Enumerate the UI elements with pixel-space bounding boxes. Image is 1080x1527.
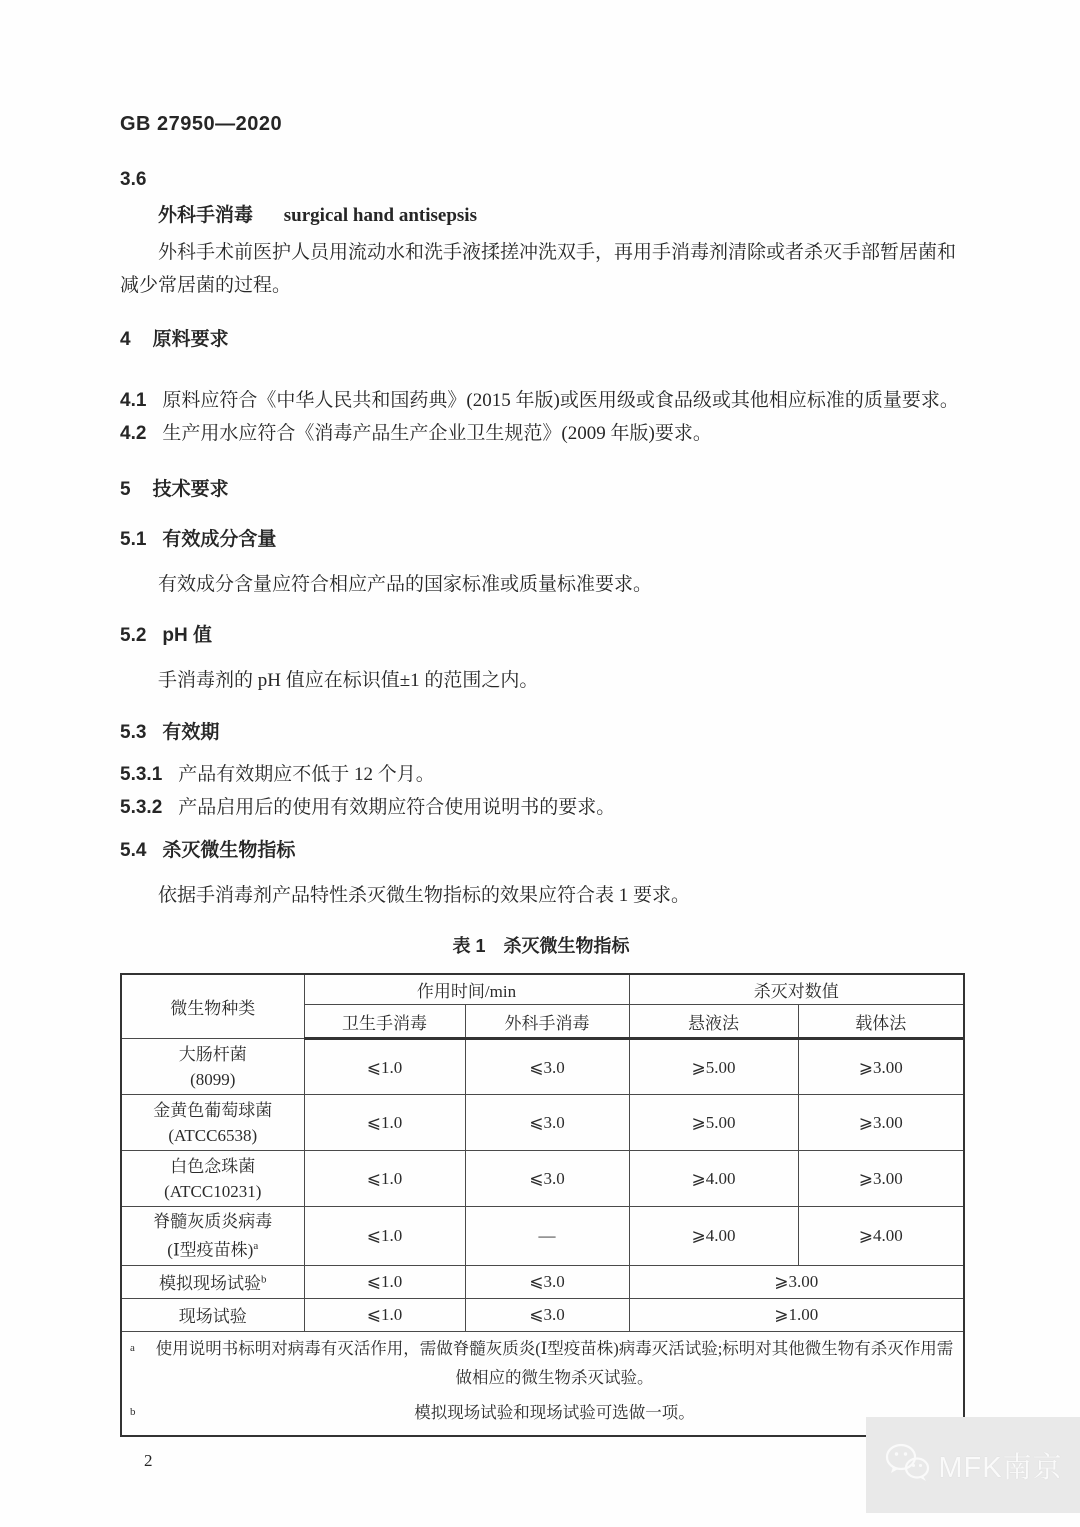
clause-5-3-1 xyxy=(120,758,962,791)
cell-hygienic: ⩽1.0 xyxy=(304,1265,465,1298)
cell-carrier: ⩾3.00 xyxy=(798,1039,964,1095)
table-footnotes-cell xyxy=(121,1331,964,1436)
section-5-3-title: 有效期 xyxy=(162,722,220,743)
cell-name xyxy=(121,1151,304,1207)
section-5-4-number: 5.4 xyxy=(120,840,147,861)
organism-name: 金黄色葡萄球菌 xyxy=(153,1100,273,1120)
cell-surgical: ⩽3.0 xyxy=(465,1298,629,1331)
cell-carrier: ⩾3.00 xyxy=(798,1151,964,1207)
section-5-4-body: 依据手消毒剂产品特性杀灭微生物指标的效果应符合表 1 要求。 xyxy=(158,885,691,906)
footnote-b xyxy=(126,1398,959,1427)
footnote-a-text: 使用说明书标明对病毒有灭活作用，需做脊髓灰质炎(Ⅰ型疫苗株)病毒灭活试验;标明对其他微生物有杀灭作用需做相应的微生物杀灭试验。 xyxy=(155,1338,954,1387)
clause-5-3-1-number: 5.3.1 xyxy=(120,764,163,785)
standard-number: GB 27950—2020 xyxy=(120,113,283,135)
term-line xyxy=(120,204,962,228)
cell-carrier: ⩾4.00 xyxy=(798,1207,964,1266)
cell-hygienic: ⩽1.0 xyxy=(304,1207,465,1266)
table-row-ecoli xyxy=(121,1039,964,1095)
clause-3-6-number: 3.6 xyxy=(120,169,147,190)
organism-strain: (8099) xyxy=(190,1069,236,1089)
section-5-2-body: 手消毒剂的 pH 值应在标识值±1 的范围之内。 xyxy=(158,670,539,691)
organism-strain: (ATCC10231) xyxy=(164,1181,262,1201)
section-5-1-number: 5.1 xyxy=(120,529,147,550)
header-action-time: 作用时间/min xyxy=(304,974,629,1005)
organism-strain: (ATCC6538) xyxy=(168,1125,258,1145)
cell-surgical: ⩽3.0 xyxy=(465,1151,629,1207)
organism-name: 大肠杆菌 xyxy=(178,1044,247,1064)
cell-hygienic: ⩽1.0 xyxy=(304,1151,465,1207)
term-chinese: 外科手消毒 xyxy=(158,205,254,226)
microbe-kill-table xyxy=(120,973,965,1437)
definition-paragraph: 外科手术前医护人员用流动水和洗手液揉搓冲洗双手，再用手消毒剂清除或者杀灭手部暂居菌和减少常居菌的过程。 xyxy=(120,242,957,296)
clause-5-3-2-number: 5.3.2 xyxy=(120,797,163,818)
section-5-2-number: 5.2 xyxy=(120,625,147,646)
header-surgical: 外科手消毒 xyxy=(465,1005,629,1039)
cell-name xyxy=(121,1298,304,1331)
section-5-3-heading xyxy=(120,721,962,745)
section-5-4-title: 杀灭微生物指标 xyxy=(162,840,296,861)
section-4-title: 原料要求 xyxy=(152,329,229,350)
test-name: 现场试验 xyxy=(178,1307,247,1327)
footnote-a-marker: a xyxy=(130,1341,135,1354)
table-row-staph xyxy=(121,1095,964,1151)
table-row-candida xyxy=(121,1151,964,1207)
section-5-heading xyxy=(120,478,962,502)
footnote-b-text: 模拟现场试验和现场试验可选做一项。 xyxy=(414,1402,695,1422)
cell-log-merged: ⩾3.00 xyxy=(629,1265,964,1298)
clause-5-3-2-text: 产品启用后的使用有效期应符合使用说明书的要求。 xyxy=(178,797,616,818)
watermark-label: MFK南京 xyxy=(938,1451,1063,1484)
section-4-heading xyxy=(120,328,962,352)
section-5-2-heading xyxy=(120,624,962,648)
footnote-marker-b: b xyxy=(261,1273,267,1286)
header-species: 微生物种类 xyxy=(121,974,304,1039)
clause-5-3-2 xyxy=(120,791,962,824)
cell-suspension: ⩾4.00 xyxy=(629,1151,798,1207)
cell-surgical: ⩽3.0 xyxy=(465,1095,629,1151)
cell-name xyxy=(121,1207,304,1266)
section-5-number: 5 xyxy=(120,479,131,500)
footnote-b-marker: b xyxy=(130,1405,136,1418)
clause-4-1 xyxy=(120,384,962,417)
cell-surgical: ⩽3.0 xyxy=(465,1039,629,1095)
section-5-1-body: 有效成分含量应符合相应产品的国家标准或质量标准要求。 xyxy=(158,574,653,595)
cell-name xyxy=(121,1039,304,1095)
header-hygienic: 卫生手消毒 xyxy=(304,1005,465,1039)
test-name: 模拟现场试验 xyxy=(159,1274,261,1294)
header-kill-log: 杀灭对数值 xyxy=(629,974,964,1005)
cell-hygienic: ⩽1.0 xyxy=(304,1039,465,1095)
header-carrier: 载体法 xyxy=(798,1005,964,1039)
table-header-row-1 xyxy=(121,974,964,1005)
wechat-icon xyxy=(883,1442,933,1489)
clause-4-1-text: 原料应符合《中华人民共和国药典》(2015 年版)或医用级或食品级或其他相应标准的质量要求。 xyxy=(162,390,959,411)
page-number: 2 xyxy=(144,1450,153,1470)
cell-log-merged: ⩾1.00 xyxy=(629,1298,964,1331)
cell-hygienic: ⩽1.0 xyxy=(304,1095,465,1151)
cell-surgical: — xyxy=(465,1207,629,1266)
cell-name xyxy=(121,1265,304,1298)
watermark xyxy=(866,1417,1080,1513)
cell-surgical: ⩽3.0 xyxy=(465,1265,629,1298)
table-row-field xyxy=(121,1298,964,1331)
section-5-4-heading xyxy=(120,839,962,863)
footnote-marker-a: a xyxy=(253,1240,259,1252)
cell-suspension: ⩾5.00 xyxy=(629,1095,798,1151)
table-row-simulated-field xyxy=(121,1265,964,1298)
clause-4-1-number: 4.1 xyxy=(120,390,147,411)
section-5-1-title: 有效成分含量 xyxy=(162,529,277,550)
cell-suspension: ⩾4.00 xyxy=(629,1207,798,1266)
clause-4-2-number: 4.2 xyxy=(120,423,147,444)
section-5-title: 技术要求 xyxy=(152,479,229,500)
footnote-a xyxy=(126,1334,959,1392)
section-4-number: 4 xyxy=(120,329,131,350)
table-1-caption: 表 1 杀灭微生物指标 xyxy=(452,936,630,956)
cell-hygienic: ⩽1.0 xyxy=(304,1298,465,1331)
table-row-poliovirus xyxy=(121,1207,964,1266)
table-footnotes-row xyxy=(121,1331,964,1436)
cell-carrier: ⩾3.00 xyxy=(798,1095,964,1151)
clause-4-2-text: 生产用水应符合《消毒产品生产企业卫生规范》(2009 年版)要求。 xyxy=(162,423,712,444)
section-5-2-title: pH 值 xyxy=(162,625,213,646)
term-english: surgical hand antisepsis xyxy=(283,205,477,226)
section-5-1-heading xyxy=(120,528,962,552)
header-suspension: 悬液法 xyxy=(629,1005,798,1039)
clause-4-2 xyxy=(120,417,962,450)
cell-suspension: ⩾5.00 xyxy=(629,1039,798,1095)
organism-name: 脊髓灰质炎病毒 xyxy=(153,1212,273,1231)
organism-strain: (Ⅰ型疫苗株) xyxy=(167,1240,254,1260)
section-5-3-number: 5.3 xyxy=(120,722,147,743)
cell-name xyxy=(121,1095,304,1151)
clause-5-3-1-text: 产品有效期应不低于 12 个月。 xyxy=(178,764,435,785)
organism-name: 白色念珠菌 xyxy=(170,1156,256,1176)
